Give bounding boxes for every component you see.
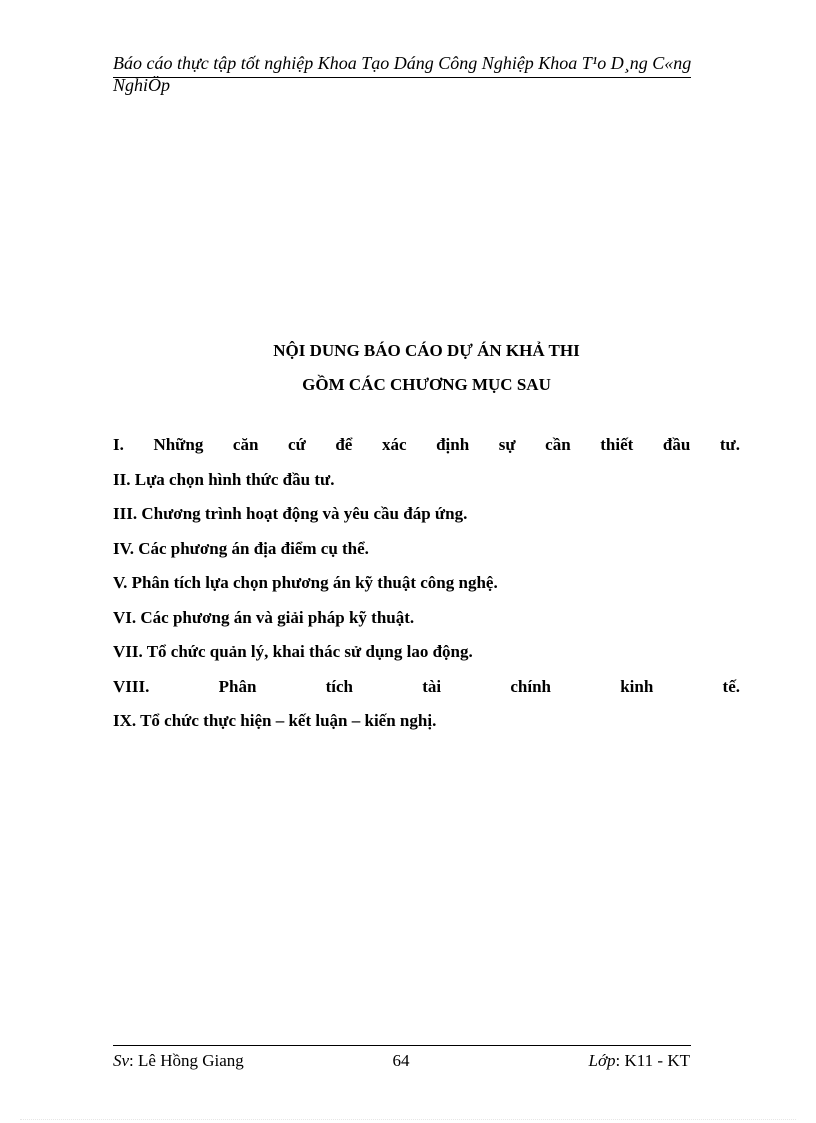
- page-bottom-dotted-rule: [20, 1119, 796, 1120]
- page-number: 64: [392, 1051, 410, 1070]
- class-value: : K11 - KT: [615, 1051, 690, 1070]
- chapter-item: III. Chương trình hoạt động và yêu cầu đáp ứng.: [113, 504, 468, 523]
- chapter-list: [113, 430, 740, 741]
- chapter-item: IV. Các phương án địa điểm cụ thể.: [113, 538, 369, 558]
- student-name: : Lê Hồng Giang: [129, 1051, 244, 1070]
- chapter-item: VII. Tổ chức quản lý, khai thác sử dụng lao động.: [113, 642, 473, 661]
- student-label: Sv: [113, 1051, 130, 1070]
- chapter-item: V. Phân tích lựa chọn phương án kỹ thuật công nghệ.: [113, 573, 498, 592]
- chapter-item: IX. Tổ chức thực hiện – kết luận – kiến nghị.: [113, 711, 437, 730]
- footer-rule: [113, 1045, 691, 1046]
- section-title: NỘI DUNG BÁO CÁO DỰ ÁN KHẢ THI: [273, 341, 580, 360]
- running-header: Báo cáo thực tập tốt nghiệp Khoa Tạo Dáng Công Nghiệp Khoa T¹o D¸ng C«ng NghiÖp: [113, 53, 692, 95]
- chapter-item: II. Lựa chọn hình thức đầu tư.: [113, 469, 335, 489]
- chapter-item: I. Những căn cứ để xác định sự cần thiết đầu tư.: [113, 435, 740, 454]
- header-rule: [113, 77, 691, 78]
- class-label: Lớp: [588, 1051, 616, 1070]
- chapter-item: VIII. Phân tích tài chính kinh tế.: [113, 676, 740, 696]
- footer-class: [540, 1050, 690, 1072]
- section-subtitle: GỒM CÁC CHƯƠNG MỤC SAU: [302, 375, 551, 394]
- footer-student: [113, 1050, 244, 1072]
- chapter-item: VI. Các phương án và giải pháp kỹ thuật.: [113, 607, 415, 627]
